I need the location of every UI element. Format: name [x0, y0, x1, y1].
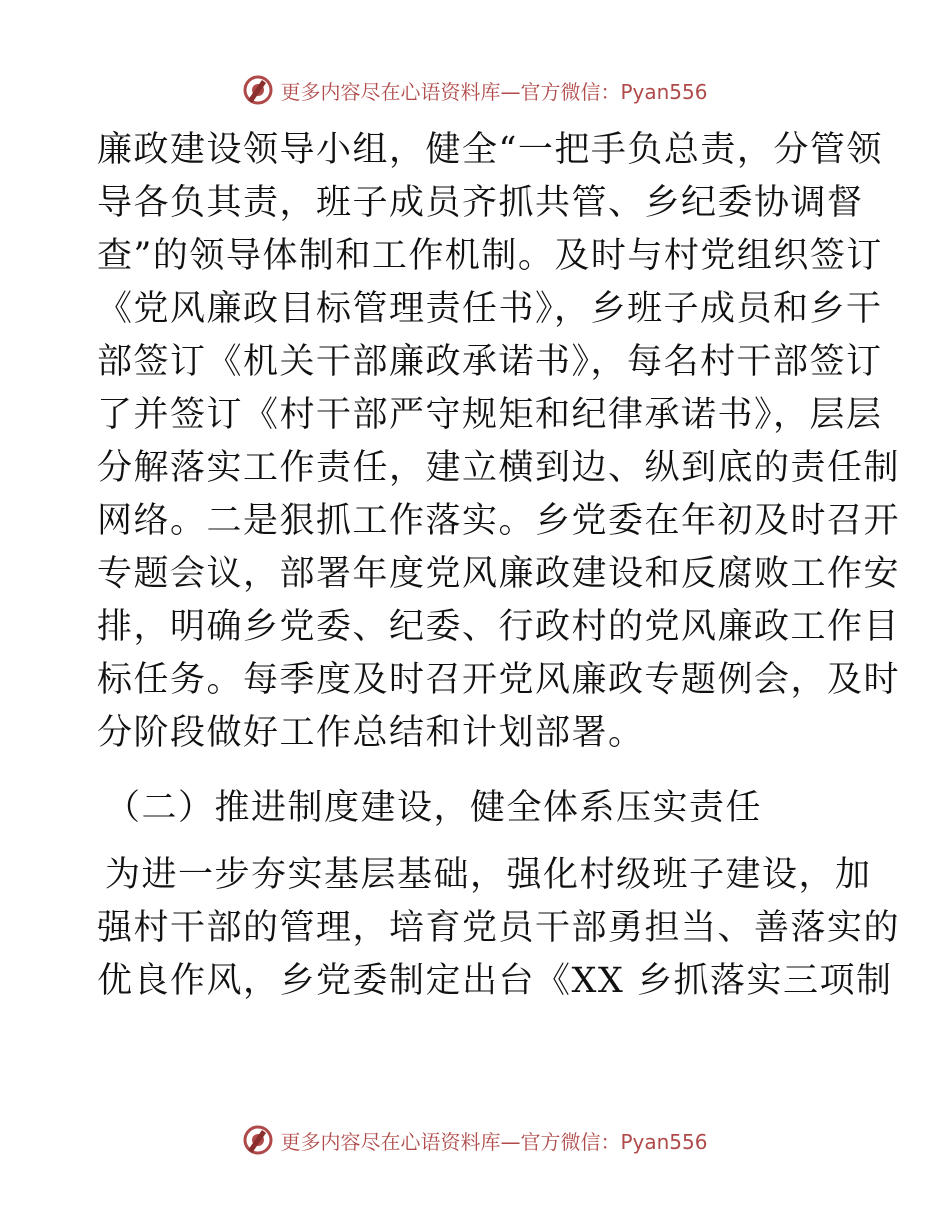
- text-line: 专题会议，部署年度党风廉政建设和反腐败工作安: [97, 554, 901, 594]
- text-line: 了并签订《村干部严守规矩和纪律承诺书》，层层: [97, 395, 883, 435]
- banner-text: 更多内容尽在心语资料库—官方微信：Pyan556: [280, 79, 708, 104]
- text-line: 导各负其责，班子成员齐抓共管、乡纪委协调督: [97, 183, 864, 223]
- text-line: 分解落实工作责任，建立横到边、纵到底的责任制: [97, 448, 901, 488]
- header-banner: [0, 72, 950, 108]
- paragraph: [97, 124, 901, 760]
- text-line: 强村干部的管理，培育党员干部勇担当、善落实的: [97, 908, 901, 948]
- section-heading: （二）推进制度建设，健全体系压实责任: [105, 788, 763, 828]
- text-line: 分阶段做好工作总结和计划部署。: [97, 713, 645, 753]
- text-line: 标任务。每季度及时召开党风廉政专题例会，及时: [97, 660, 901, 700]
- text-line: 查”的领导体制和工作机制。及时与村党组织签订: [97, 236, 883, 276]
- text-line: 为进一步夯实基层基础，强化村级班子建设，加: [105, 855, 872, 895]
- document-body: [97, 124, 901, 1008]
- text-line: 廉政建设领导小组，健全“一把手负总责，分管领: [97, 130, 883, 170]
- logo-icon: [242, 74, 274, 106]
- text-line: 网络。二是狠抓工作落实。乡党委在年初及时召开: [97, 501, 901, 541]
- text-line: 优良作风，乡党委制定出台《XX 乡抓落实三项制: [97, 961, 893, 1001]
- text-line: 《党风廉政目标管理责任书》，乡班子成员和乡干: [97, 289, 883, 329]
- text-line: 部签订《机关干部廉政承诺书》，每名村干部签订: [97, 342, 883, 382]
- banner-text: 更多内容尽在心语资料库—官方微信：Pyan556: [280, 1129, 708, 1154]
- logo-icon: [242, 1124, 274, 1156]
- paragraph: [97, 849, 901, 1008]
- footer-banner: [0, 1122, 950, 1158]
- text-line: 排，明确乡党委、纪委、行政村的党风廉政工作目: [97, 607, 901, 647]
